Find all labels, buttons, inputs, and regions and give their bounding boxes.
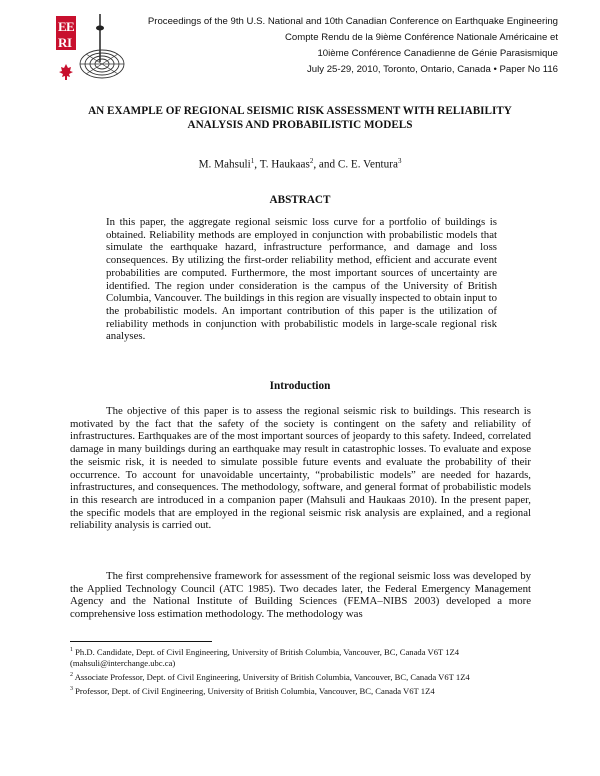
paper-title	[60, 104, 540, 132]
header-line-3: 10ième Conférence Canadienne de Génie Parasismique	[317, 48, 558, 59]
author-2-mark: 2	[309, 157, 314, 165]
introduction-heading: Introduction	[269, 380, 331, 392]
svg-text:E: E	[66, 19, 75, 34]
abstract-heading: ABSTRACT	[269, 194, 331, 206]
maple-leaf-icon	[59, 64, 73, 80]
author-separator: ,	[254, 158, 260, 171]
proceedings-header	[118, 14, 558, 78]
footnote-2-number: 2	[70, 671, 73, 678]
introduction-paragraph-2: The first comprehensive framework for assessment of the regional seismic loss was developed by the Applied Technology Council (ATC 1985). Two decades later, the Federal Emergency Management Agency and the National Institute of Building Sciences (FEMA–NIBS 2003) developed a more comprehensive loss estimation methodology. The methodology was	[70, 570, 531, 621]
footnote-divider	[70, 641, 212, 642]
author-1-mark: 1	[250, 157, 255, 165]
svg-text:R: R	[58, 35, 68, 50]
footnote-1-text: Ph.D. Candidate, Dept. of Civil Engineering, University of British Columbia, Vancouver, BC, Canada V6T 1Z4 (mahsuli@interchange.ubc.ca)	[70, 646, 460, 668]
author-2: T. Haukaas	[259, 158, 310, 171]
footnote-3	[70, 684, 531, 697]
author-1: M. Mahsuli	[198, 158, 251, 171]
svg-text:E: E	[58, 19, 67, 34]
author-3-mark: 3	[397, 157, 402, 165]
footnote-1	[70, 645, 531, 669]
author-list	[60, 157, 540, 171]
header-line-4: July 25-29, 2010, Toronto, Ontario, Canada • Paper No 116	[306, 64, 558, 75]
title-line-1: AN EXAMPLE OF REGIONAL SEISMIC RISK ASSESSMENT WITH RELIABILITY	[88, 105, 512, 117]
footnotes	[70, 645, 531, 698]
footnote-1-number: 1	[70, 647, 73, 653]
header-line-1: Proceedings of the 9th U.S. National and 10th Canadian Conference on Earthquake Engineering	[147, 16, 558, 27]
footnote-3-number: 3	[70, 685, 73, 692]
abstract-text: In this paper, the aggregate regional seismic loss curve for a portfolio of buildings is obtained. Reliability methods are employed in conjunction with probabilistic models that simulate the earthquake hazard, infrastructure performance, and damage and loss consequences. By utilizing the first-order reliability method, efficient and accurate event probabilities are computed. Furthermore, the most important sources of uncertainty are identified. The region under consideration is the campus of the University of British Columbia, Vancouver. The buildings in this region are visually inspected to obtain input to the probabilistic models. An important contribution of this paper is the utilization of reliability methods in conjunction with probabilistic models in large-scale regional risk analyses.	[106, 216, 497, 343]
introduction-paragraph-1: The objective of this paper is to assess the regional seismic risk to buildings. This research is motivated by the fact that the safety of the society is contingent on the safety and reliability of infrastructures. Earthquakes are of the most important sources of jeopardy to this safety. Indeed, correlated damage in many buildings during an earthquake may result in catastrophic losses. To evaluate and expose the seismic risk, it is needed to simulate possible future events and evaluate the probability of their occurrence. To account for unavoidable uncertainty, “probabilistic models” are needed for hazards, infrastructures, and consequences. The methodology, software, and general format of probabilistic models in this research are introduced in a companion paper (Mahsuli and Haukaas 2010). In the present paper, the specific models that are employed in the regional seismic risk analysis are explained, and a regional reliability analysis is carried out.	[70, 405, 531, 532]
svg-text:I: I	[67, 35, 73, 50]
footnote-2-text: Associate Professor, Dept. of Civil Engineering, University of British Columbia, Vancouver, BC, Canada V6T 1Z4	[74, 671, 470, 682]
header-line-2: Compte Rendu de la 9ième Conférence Nationale Américaine et	[284, 32, 558, 43]
title-line-2: ANALYSIS AND PROBABILISTIC MODELS	[187, 119, 413, 131]
footnote-2	[70, 670, 531, 683]
author-3: C. E. Ventura	[337, 158, 398, 171]
author-separator-and: , and	[313, 158, 338, 171]
footnote-3-text: Professor, Dept. of Civil Engineering, University of British Columbia, Vancouver, BC, Canada V6T 1Z4	[75, 685, 435, 696]
